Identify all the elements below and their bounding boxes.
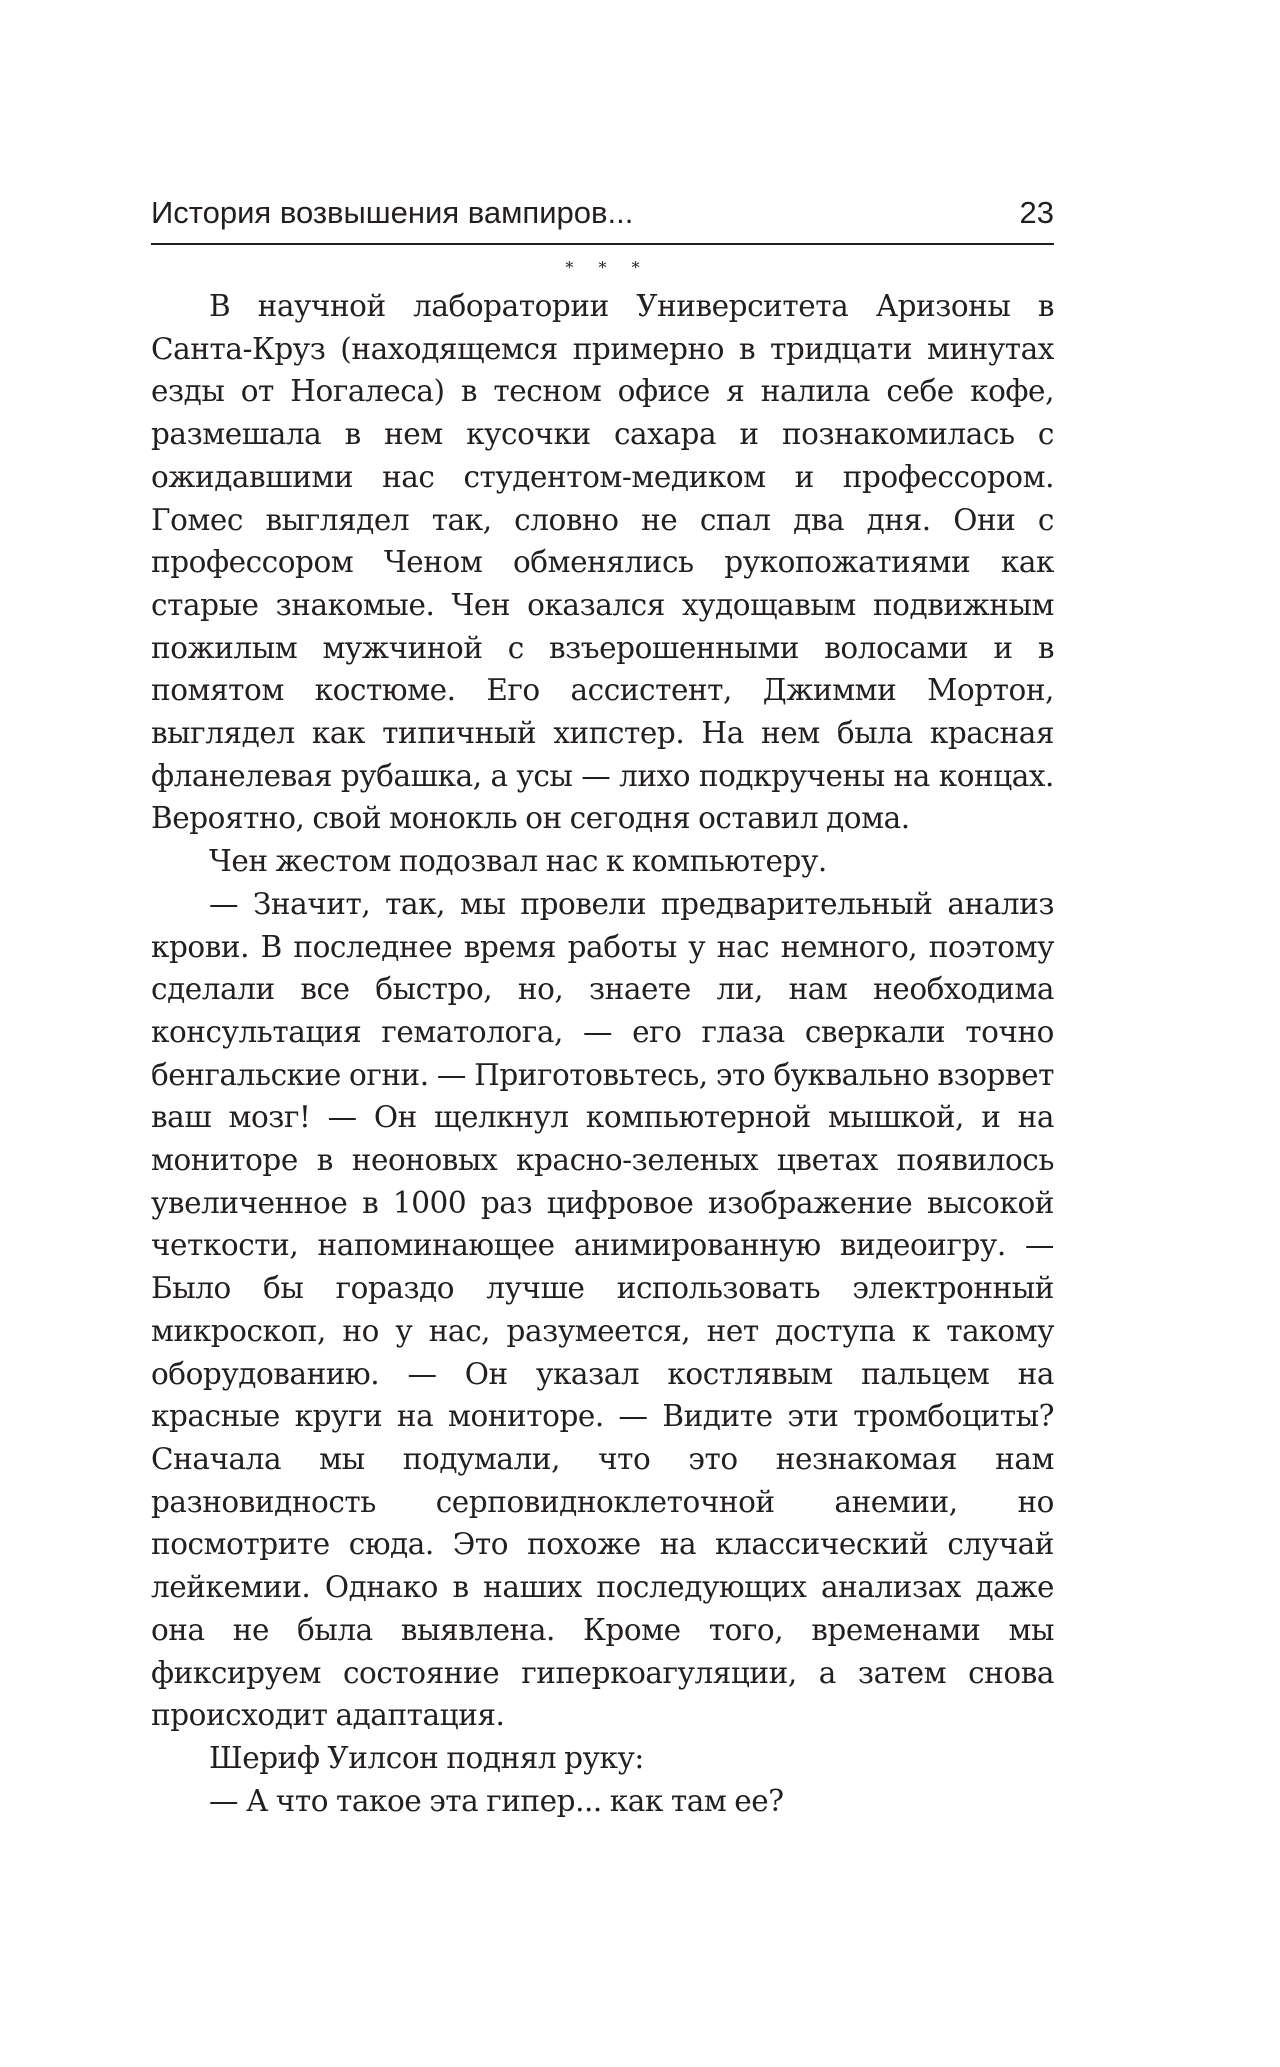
body-text bbox=[151, 285, 1054, 1822]
running-head bbox=[151, 195, 1054, 245]
page-content bbox=[151, 195, 1054, 1822]
paragraph: Чен жестом подозвал нас к компьютеру. bbox=[209, 844, 827, 879]
paragraph: В научной лаборатории Университета Аризоны в Санта-Круз (находящемся примерно в тридцати минутах езды от Ногалеса) в тесном офисе я налила себе кофе, размешала в нем кусочки сахара и познакомилась с ожидавшими нас студентом-медиком и профессором. Гомес выглядел так, словно не спал два дня. Они с профессором Ченом обменялись рукопожатиями как старые знакомые. Чен оказался худощавым подвижным пожилым мужчиной с взъерошенными волосами и в помятом костюме. Его ассистент, Джимми Мортон, выглядел как типичный хипстер. На нем была красная фланелевая рубашка, а усы — лихо подкручены на концах. Вероятно, свой монокль он сегодня оставил дома. bbox=[151, 289, 1054, 836]
section-separator: * * * bbox=[565, 258, 650, 277]
paragraph: — А что такое эта гипер... как там ее? bbox=[209, 1783, 784, 1818]
page-number: 23 bbox=[1019, 195, 1054, 230]
paragraph: — Значит, так, мы провели предварительный анализ крови. В последнее время работы у нас немного, поэтому сделали все быстро, но, знаете ли, нам необходима консультация гематолога, — его глаза сверкали точно бенгальские огни. — Приготовьтесь, это буквально взорвет ваш мозг! — Он щелкнул компьютерной мышкой, и на мониторе в неоновых красно-зеленых цветах появилось увеличенное в 1000 раз цифровое изображение высокой четкости, напоминающее анимированную видеоигру. — Было бы гораздо лучше использовать электронный микроскоп, но у нас, разумеется, нет доступа к такому оборудованию. — Он указал костлявым пальцем на красные круги на мониторе. — Видите эти тромбоциты? Сначала мы подумали, что это незнакомая нам разновидность серповидноклеточной анемии, но посмотрите сюда. Это похоже на классический случай лейкемии. Однако в наших последующих анализах даже она не была выявлена. Кроме того, временами мы фиксируем состояние гиперкоагуляции, а затем снова происходит адаптация. bbox=[151, 886, 1054, 1733]
paragraph: Шериф Уилсон поднял руку: bbox=[209, 1740, 644, 1775]
running-title: История возвышения вампиров... bbox=[151, 195, 634, 230]
